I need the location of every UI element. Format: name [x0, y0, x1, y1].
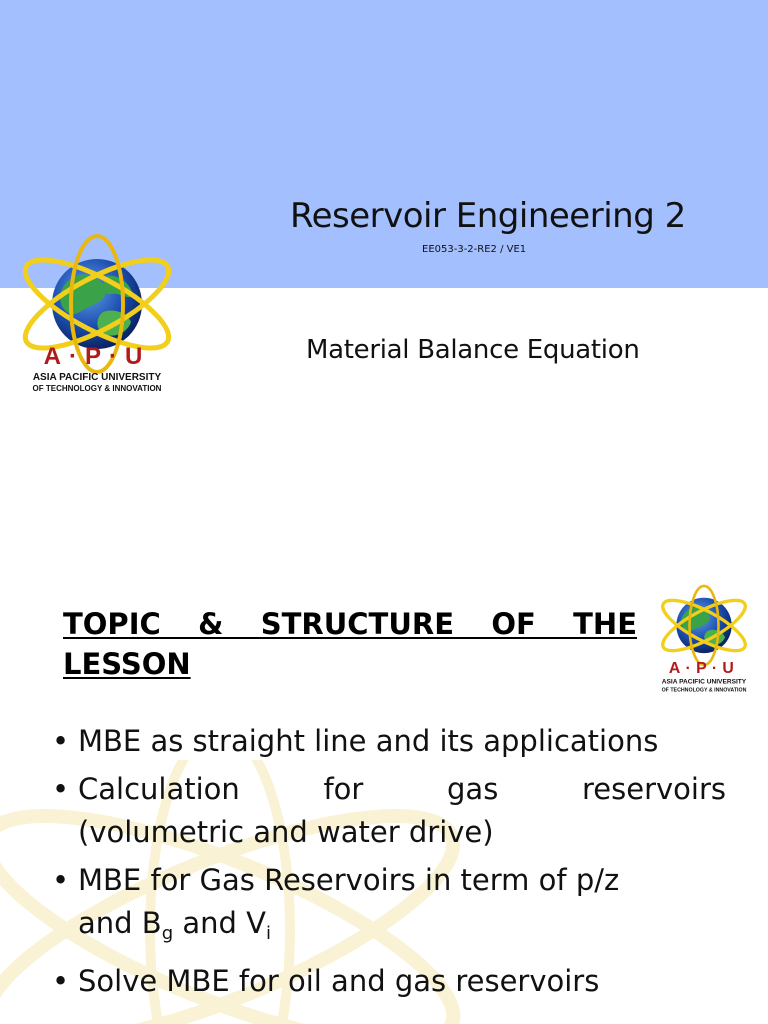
bullet-marker: •	[52, 772, 70, 806]
svg-text:A·P·U: A·P·U	[43, 343, 151, 370]
topic-list	[52, 720, 726, 1008]
list-item: • Solve MBE for oil and gas reservoirs	[52, 960, 726, 1003]
svg-text:ASIA PACIFIC UNIVERSITY: ASIA PACIFIC UNIVERSITY	[32, 372, 162, 383]
svg-text:A·P·U: A·P·U	[668, 659, 740, 677]
lesson-heading-line2: LESSON	[63, 647, 191, 681]
bullet-marker: •	[52, 724, 70, 758]
apu-logo	[8, 228, 186, 398]
svg-text:OF TECHNOLOGY & INNOVATION: OF TECHNOLOGY & INNOVATION	[32, 384, 162, 393]
list-item: • MBE as straight line and its applications	[52, 720, 726, 763]
bullet-marker: •	[52, 964, 70, 998]
list-item: • Calculation for gas reservoirs (volumetric and water drive)	[52, 768, 726, 854]
apu-logo-small	[645, 582, 763, 694]
slide-title: Reservoir Engineering 2	[290, 196, 686, 236]
svg-text:OF TECHNOLOGY & INNOVATION: OF TECHNOLOGY & INNOVATION	[661, 687, 747, 694]
slide-subtitle: Material Balance Equation	[306, 335, 640, 365]
course-code: EE053-3-2-RE2 / VE1	[422, 244, 527, 255]
bullet-marker: •	[52, 863, 70, 897]
apu-logo-icon	[8, 228, 186, 398]
list-item: • MBE for Gas Reservoirs in term of p/z and $B_g$ and $V_i$	[52, 859, 726, 955]
apu-logo-small-icon	[645, 582, 763, 694]
lesson-heading: TOPIC & STRUCTURE OF THE	[63, 607, 637, 641]
svg-text:ASIA PACIFIC UNIVERSITY: ASIA PACIFIC UNIVERSITY	[661, 678, 747, 686]
